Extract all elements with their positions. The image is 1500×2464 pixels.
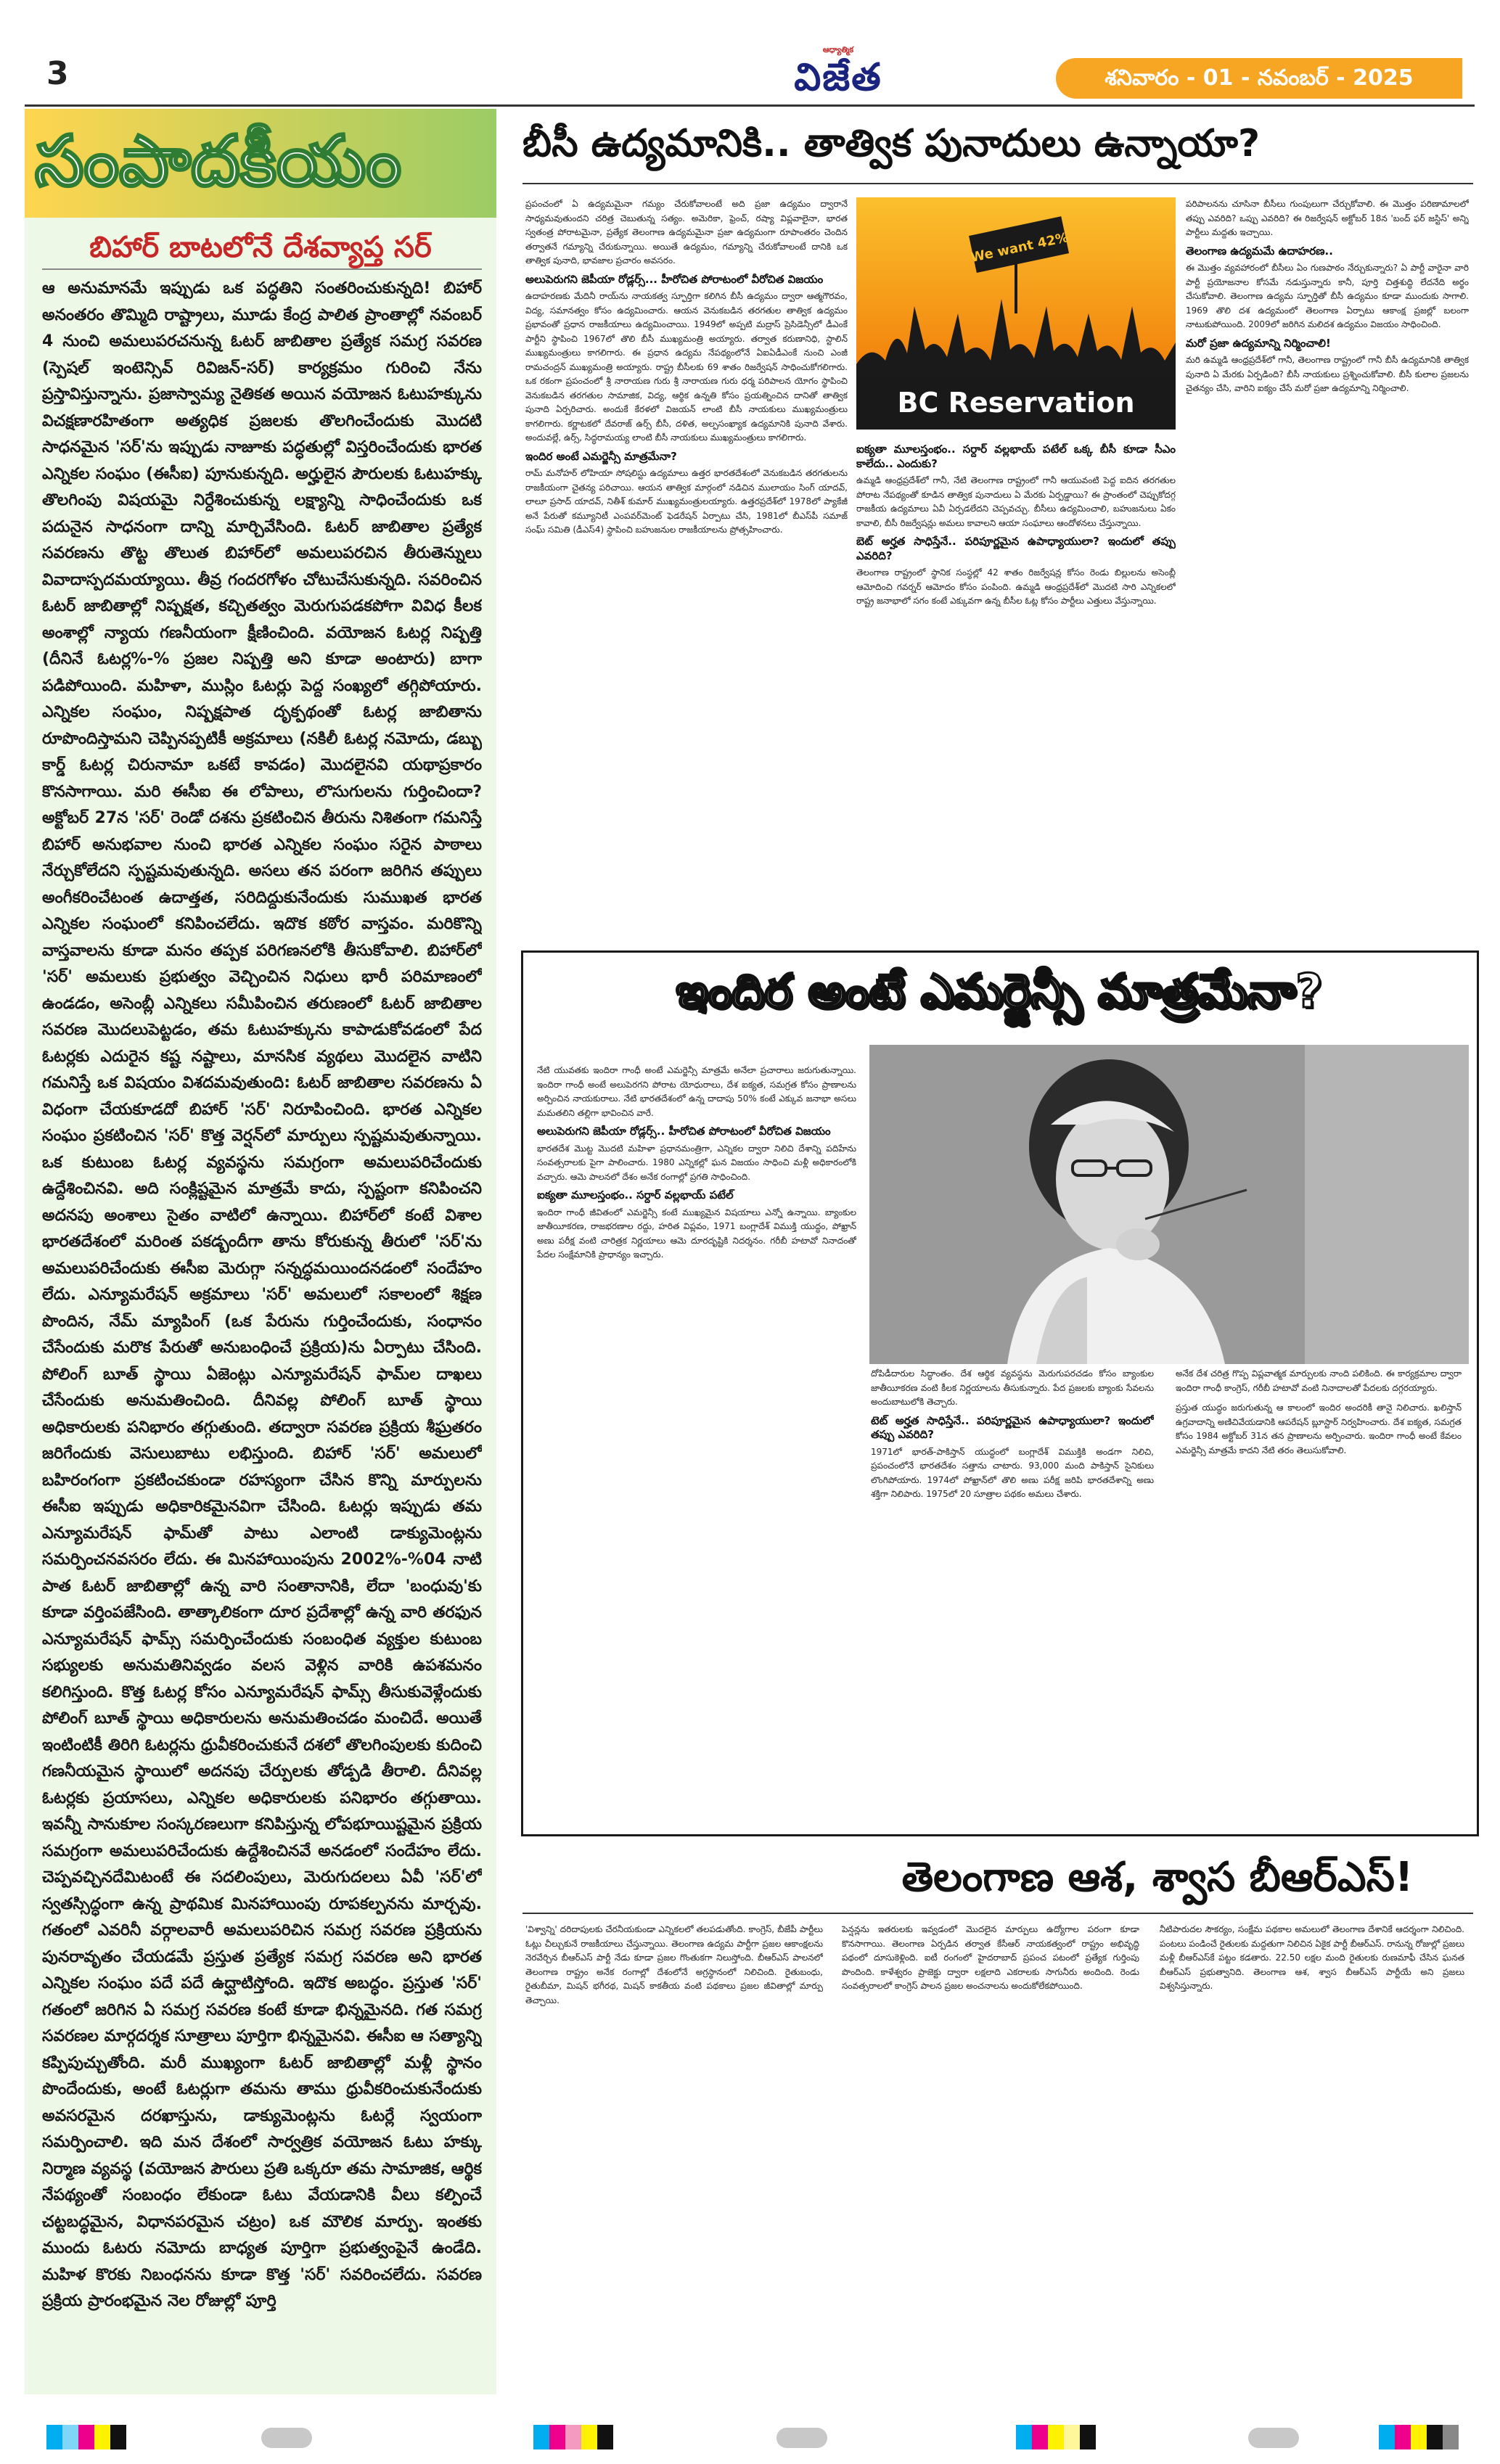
registration-mark — [776, 2428, 827, 2448]
article1-paragraph: మరి ఉమ్మడి ఆంధ్రప్రదేశ్‌లో గానీ, తెలంగాణ రాష్ట్రంలో గానీ బీసీ ఉద్యమానికి తాత్విక పునాది ఏ మేరకు ఏర్పడింది? బీసీ నాయకులు ప్రశ్నించుకోవాలి. బీసీ కులాల ప్రజలను చైతన్యం చేసి, వారిని ఐక్యం చేసే మరో ప్రజా ఉద్యమాన్ని నిర్మించాలి. — [1186, 355, 1469, 393]
registration-mark — [1248, 2428, 1299, 2448]
article1-column-3 — [1186, 197, 1469, 923]
article2-subheading: టెట్ అర్హత సాధిస్తేనే.. పరిపూర్ణమైన ఉపాధ్యాయులా? ఇందులో తప్పు ఎవరిది? — [871, 1413, 1154, 1441]
article1-column-1 — [525, 197, 848, 923]
masthead-title: విజేత — [794, 56, 882, 99]
article1-column-2 — [856, 438, 1176, 923]
article2-paragraph: 1971లో భారత్-పాకిస్తాన్ యుద్ధంలో బంగ్లాదేశ్ విముక్తికి అండగా నిలిచి, ప్రపంచంలోనే భారతదేశం సత్తాను చాటారు. 93,000 మంది పాకిస్తాన్ సైనికులు లొంగిపోయారు. 1974లో పోఖ్రాన్‌లో తొలి అణు పరీక్ష జరిపి భారతదేశాన్ని అణు శక్తిగా నిలిపారు. 1975లో 20 సూత్రాల పథకం అమలు చేశారు. — [871, 1446, 1154, 1499]
editorial-banner — [25, 109, 496, 218]
article1-paragraph: పరిపాలనను చూసినా బీసీలు గుంపులుగా చేర్చుకోవాలి. ఈ మొత్తం పరిణామాలలో తప్పు ఎవరిది? ఒప్పు ఎవరిది? ఈ రిజర్వేషన్ అక్టోబర్ 18న 'బంద్ ఫర్ జస్టిస్' అన్ని పార్టీలు మద్దతు ఇచ్చాయి. — [1186, 199, 1469, 237]
article1-subheading: ఐక్యతా మూలస్తంభం.. సర్దార్ వల్లభాయ్ పటేల్ ఒక్క బీసీ కూడా సీఎం కాలేదు.. ఎందుకు? — [856, 443, 1176, 470]
bc-reservation-image — [856, 197, 1176, 430]
image-banner-text: We want 42% — [969, 229, 1070, 266]
article2-subheading: ఐక్యతా మూలస్తంభం.. సర్దార్ వల్లభాయ్ పటేల్ — [537, 1188, 734, 1202]
registration-mark — [261, 2428, 312, 2448]
article3-rule — [522, 1913, 1473, 1914]
article2-paragraph: ఇందిరా గాంధీ జీవితంలో ఎమర్జెన్సీ కంటే ముఖ్యమైన విషయాలు ఎన్నో ఉన్నాయి. బ్యాంకుల జాతీయీకరణ, రాజభరణాల రద్దు, హరిత విప్లవం, 1971 బంగ్లాదేశ్ విముక్తి యుద్ధం, పోఖ్రాన్ అణు పరీక్ష వంటి చారిత్రక నిర్ణయాలు ఆమె దూరదృష్టికి నిదర్శనం. గరీబీ హటావో నినాదంతో పేదల సంక్షేమానికి ప్రాధాన్యం ఇచ్చారు. — [537, 1207, 856, 1260]
page-number: 3 — [46, 55, 69, 92]
article1-paragraph: ఉదాహరణకు మేదినీ రాయ్‌ను నాయకత్వ స్ఫూర్తిగా కలిగిన బీసీ ఉద్యమం ద్వారా ఆత్మగౌరవం, విద్య, సమానత్వం కోసం ఉద్యమించారు. ఆయన వెనుకబడిన తరగతుల తాత్విక ఉద్యమం ప్రభావంతో ప్రధాన రాజకీయాలు ఉద్యమించాయి. 1949లో అప్పటి మద్రాస్ ప్రెసిడెన్సీలో డీఎంకే పార్టీని స్థాపించి 1967లో తొలి బీసీ ముఖ్యమంత్రి అయ్యారు. తర్వాత కరుణానిధి, స్టాలిన్ ముఖ్యమంత్రులు కాగలిగారు. ఈ ప్రధాన ఉద్యమ నేపథ్యంలోనే ఏఐఏడీఎంకే నుంచి ఎంజీ రామచంద్రన్ ముఖ్యమంత్రి అయ్యారు. రాష్ట్ర బీసీలకు 69 శాతం రిజర్వేషన్ సాధించుకోగలిగారు. ఒక రకంగా ప్రపంచంలో శ్రీ నారాయణ గురు శ్రీ నారాయణ గురు ధర్మ పరిపాలన యోగం స్థాపించి వెనుకబడిన తరగతుల సామాజిక, విద్య, ఆర్థిక ఉన్నతి కోసం ప్రయత్నించిన దానితో తాత్విక పునాది ఏర్పరిచారు. అందుకే కేరళలో విజయన్ లాంటి బీసీ నాయకులు ముఖ్యమంత్రులు కాగలిగారు. కర్ణాటకలో దేవరాజ్ ఉర్స్ బీసీ, దళిత, అల్పసంఖ్యాక ఉద్యమానికి పునాది వేశారు. అందువల్లే, ఉర్స్, సిద్ధరామయ్య లాంటి బీసీ నాయకులు ముఖ్యమంత్రులు కాగలిగారు. — [525, 291, 848, 443]
article2-paragraph: నేటి యువతకు ఇందిరా గాంధీ అంటే ఎమర్జెన్సీ మాత్రమే అనేలా ప్రచారాలు జరుగుతున్నాయి. ఇందిరా గాంధీ అంటే అలుపెరగని పోరాట యోధురాలు, దేశ ఐక్యత, సమగ్రత కోసం ప్రాణాలను అర్పించిన నాయకురాలు. నేటి భారతదేశంలో ఉన్న దాదాపు 50% కంటే ఎక్కువ జనాభా అసలు మమతలిని తల్లిగా భావించిన వారే. — [537, 1065, 856, 1118]
editorial-rule — [42, 268, 482, 270]
article3-column-2: పెన్షన్లను ఇతరులకు ఇవ్వడంలో మొదలైన మార్పులు ఉద్యోగాల పరంగా కూడా కొనసాగాయి. తెలంగాణ ఏర్పడిన తర్వాత కేసీఆర్ నాయకత్వంలో రాష్ట్రం అభివృద్ధి పథంలో దూసుకెళ్లింది. ఐటీ రంగంలో హైదరాబాద్ ప్రపంచ పటంలో ప్రత్యేక గుర్తింపు పొందింది. కాళేశ్వరం ప్రాజెక్టు ద్వారా లక్షలాది ఎకరాలకు సాగునీరు అందింది. రెండు సంవత్సరాలలో కాంగ్రెస్ పాలన ప్రజల అంచనాలను అందుకోలేకపోయింది. — [842, 1924, 1139, 1991]
article1-subheading: బెట్ అర్హత సాధిస్తేనే.. పరిపూర్ణమైన ఉపాధ్యాయులా? ఇందులో తప్పు ఎవరిది? — [856, 535, 1176, 562]
article3-column-3: నీటిపారుదల సౌకర్యం, సంక్షేమ పథకాల అమలులో తెలంగాణ దేశానికే ఆదర్శంగా నిలిచింది. పంటలు పండించే రైతులకు మద్దతుగా నిలిచిన ఏకైక పార్టీ బీఆర్ఎస్. రానున్న రోజుల్లో ప్రజలు మళ్లీ బీఆర్ఎస్‌కే పట్టం కడతారు. 22.50 లక్షల మంది రైతులకు రుణమాఫీ చేసిన ఘనత బీఆర్ఎస్ ప్రభుత్వానిది. తెలంగాణ ఆశ, శ్వాస బీఆర్ఎస్ పార్టీయే అని ప్రజలు విశ్వసిస్తున్నారు. — [1160, 1924, 1464, 1991]
article1-paragraph: ఉమ్మడి ఆంధ్రప్రదేశ్‌లో గానీ, నేటి తెలంగాణ రాష్ట్రంలో గానీ ఆయువంటి పెద్ద ఐదిన తరగతుల పోరాట నేపథ్యంతో కూడిన తాత్విక పునాదులు ఏ మేరకు ఏర్పడ్డాయి? ఈ ప్రాంతంలో చెప్పుకోదగ్గ రాజకీయ ఉద్యమాలు ఏవీ ఏర్పడలేదని చెప్పవచ్చు. బీసీలు ఉద్యమించాలి, బహుజనులు ఏకం కావాలి, బీసీ రిజర్వేషన్లు అమలు కావాలని ఆయా సంఘాలు ఆందోళనలు చేస్తున్నాయి. — [856, 475, 1176, 528]
article2-column-3 — [1176, 1367, 1462, 1817]
article3-headline: తెలంగాణ ఆశ, శ్వాస బీఆర్ఎస్! — [901, 1854, 1414, 1901]
article1-subheading: తెలంగాణ ఉద్యమమే ఉదాహరణ.. — [1186, 244, 1333, 258]
editorial-banner-title: సంపాదకీయం — [35, 120, 402, 202]
article2-paragraph: ప్రస్తుత యుద్ధం జరుగుతున్న ఆ కాలంలో ఇందిర అందరికీ తానై నిలిచారు. ఖలిస్తాన్ ఉగ్రవాదాన్ని అణిచివేయడానికి ఆపరేషన్ బ్లూస్టార్ నిర్వహించారు. దేశ ఐక్యత, సమగ్రత కోసం 1984 అక్టోబర్ 31న తన ప్రాణాలను అర్పించారు. ఇందిరా గాంధీ అంటే కేవలం ఎమర్జెన్సీ మాత్రమే కాదని నేటి తరం తెలుసుకోవాలి. — [1176, 1403, 1462, 1455]
article1-paragraph: ఈ మొత్తం వ్యవహారంలో బీసీలు ఏం గుణపాఠం నేర్చుకున్నారు? ఏ పార్టీ వారైనా వారి పార్టీ ప్రయోజనాల కోసమే నడుస్తున్నారు కానీ, పూర్తి చిత్తశుద్ధి లేదనేది అర్థం చేసుకోవాలి. తెలంగాణ ఉద్యమ స్ఫూర్తితో బీసీ ఉద్యమం కూడా ముందుకు సాగాలి. 1969 తొలి దశ ఉద్యమంలో తెలంగాణ ఏర్పాటు ఆకాంక్ష ప్రజల్లో బలంగా నాటుకుపోయింది. 2009లో జరిగిన మలిదశ ఉద్యమం విజయం సాధించింది. — [1186, 263, 1469, 329]
article1-paragraph: ప్రపంచంలో ఏ ఉద్యమమైనా గమ్యం చేరుకోవాలంటే అది ప్రజా ఉద్యమం ద్వారానే సాధ్యమవుతుందని చరిత్ర చెబుతున్న సత్యం. అమెరికా, ఫ్రెంచ్, రష్యా విప్లవాలైనా, భారత స్వతంత్ర పోరాటమైనా, ప్రత్యేక తెలంగాణ ఉద్యమమైనా ప్రజా ఉద్యమంగా రూపాంతరం చెందిన తర్వాతనే గమ్యాన్ని చేరుకున్నాయి. అయితే ఉద్యమం, గమ్యాన్ని చేరుకోవాలంటే దానికి ఒక తాత్విక పునాది, భావజాల ప్రచారం అవసరం. — [525, 199, 848, 266]
article1-paragraph: రామ్ మనోహర్ లోహియా సోషలిస్టు ఉద్యమాలు ఉత్తర భారతదేశంలో వెనుకబడిన తరగతులను రాజకీయంగా చైతన్య పరిచాయి. ఆయన తాత్విక మార్గంలో నడిచిన ములాయం సింగ్ యాదవ్, లాలూ ప్రసాద్ యాదవ్, నితీశ్ కుమార్ ముఖ్యమంత్రులయ్యారు. ఉత్తరప్రదేశ్‌లో 1978లో ప్యాకేజీ అనే పేరుతో కమ్యూనిటీ ఎంపవర్‌మెంట్ ఫెడరేషన్ ఏర్పాటు చేసి, 1981లో బీఎస్‌పీ సమాజ్ సంఘ్ సమితి (డీఎస్‌4) స్థాపించి బహుజనుల రాజకీయాలను ప్రోత్సహించారు. — [525, 468, 848, 535]
article1-subheading: అలుపెరుగని జెపీయా రోడ్లర్స్... హీరోచిత పోరాటంలో వీరోచిత విజయం — [525, 272, 824, 286]
masthead-tagline: ఆధ్యాత్మిక — [822, 45, 854, 54]
article3-column-1: 'విశ్వాన్ని' దరిదాపులకు చేరనీయకుండా ఎన్నికలలో తలపడుతోంది. కాంగ్రెస్, బీజేపీ పార్టీలు ఓట్లు చీల్చుకునే రాజకీయాలు చేస్తున్నాయి. తెలంగాణ ఉద్యమ పార్టీగా ప్రజల ఆకాంక్షలను నెరవేర్చిన బీఆర్ఎస్ పార్టీ నేడు కూడా ప్రజల గొంతుకగా నిలుస్తోంది. బీఆర్ఎస్ పాలనలో తెలంగాణ రాష్ట్రం అనేక రంగాల్లో దేశంలోనే అగ్రస్థానంలో నిలిచింది. రైతుబంధు, రైతుబీమా, మిషన్ భగీరథ, మిషన్ కాకతీయ వంటి పథకాలు ప్రజల జీవితాల్లో మార్పు తెచ్చాయి. — [525, 1924, 823, 2005]
article1-headline: బీసీ ఉద్యమానికి.. తాత్విక పునాదులు ఉన్నాయా? — [522, 122, 1261, 165]
article1-paragraph: తెలంగాణ రాష్ట్రంలో స్థానిక సంస్థల్లో 42 శాతం రిజర్వేషన్ల కోసం రెండు బిల్లులను అసెంబ్లీ ఆమోదించి గవర్నర్ ఆమోదం కోసం పంపింది. ఉమ్మడి ఆంధ్రప్రదేశ్‌లో మొదటి సారి ఎన్నికలలో రాష్ట్ర జనాభాలో సగం కంటే ఎక్కువగా ఉన్న బీసీల ఓట్ల కోసం పార్టీలు ఎత్తులు వేస్తున్నాయి. — [856, 567, 1176, 606]
editorial-body: ఆ అనుమానమే ఇప్పుడు ఒక పద్ధతిని సంతరించుకున్నది! బిహార్ అనంతరం తొమ్మిది రాష్ట్రాలు, మూడు కేంద్ర పాలిత ప్రాంతాల్లో నవంబర్ 4 నుంచి అమలుపరచనున్న ఓటర్ జాబితాల ప్రత్యేక సమగ్ర సవరణ (స్పెషల్ ఇంటెన్సివ్ రివిజన్-సర్) కార్యక్రమం గురించి నేను ప్రస్తావిస్తున్నాను. ప్రజాస్వామ్య నైతికత అయిన వయోజన ఓటుహక్కును విచక్షణారహితంగా అత్యధిక ప్రజలకు తొలగించేందుకు మొదటి సాధనమైన 'సర్'ను ఇప్పుడు నాజూకు పద్ధతుల్లో విస్తరించేందుకు భారత ఎన్నికల సంఘం (ఈసీఐ) పూనుకున్నది. అర్హులైన పౌరులకు ఓటుహక్కు తొలగింపు విషయమై నిర్దేశించుకున్న లక్ష్యాన్ని సాధించేందుకు ఒక పదునైన సాధనంగా దాన్ని మార్చివేసింది. ఓటర్ జాబితాల ప్రత్యేక సవరణను తొట్ట తొలుత బిహార్‌లో అమలుపరచిన తీరుతెన్నులు వివాదాస్పదమయ్యాయి. తీవ్ర గందరగోళం చోటుచేసుకున్నది. సవరించిన ఓటర్ జాబితాల్లో నిష్పక్షత, కచ్చితత్వం మెరుగుపడకపోగా వివిధ కీలక అంశాల్లో న్యాయ గణనీయంగా క్షీణించింది. వయోజన ఓటర్ల నిష్పత్తి (దీనినే ఓటర్ల%-% ప్రజల నిష్పత్తి అని కూడా అంటారు) బాగా పడిపోయింది. మహిళా, ముస్లిం ఓటర్లు పెద్ద సంఖ్యలో తగ్గిపోయారు. ఎన్నికల సంఘం, నిష్పక్షపాత దృక్పథంతో ఓటర్ల జాబితాను రూపొందిస్తామని చెప్పినప్పటికీ అక్రమాలు (నకిలీ ఓటర్ల నమోదు, డబ్బు కార్డ్ ఓటర్ల చిరునామా ఒకటే కావడం) మొదలైనవి యథాప్రకారం కొనసాగాయి. మరి ఈసీఐ ఈ లోపాలు, లొసుగులను గుర్తించిందా? అక్టోబర్ 27న 'సర్' రెండో దశను ప్రకటించిన తీరును నిశితంగా గమనిస్తే బిహార్ అనుభవాల నుంచి భారత ఎన్నికల సంఘం సరైన పాఠాలు నేర్చుకోలేదని స్పష్టమవుతున్నది. అసలు తన పరంగా జరిగిన తప్పులు అంగీకరించేటంత ఉదాత్తత, సరిదిద్దుకునేందుకు సుముఖత భారత ఎన్నికల సంఘంలో కనిపించలేదు. ఇదొక కఠోర వాస్తవం. మరికొన్ని వాస్తవాలను కూడా మనం తప్పక పరిగణనలోకి తీసుకోవాలి. బిహార్‌లో 'సర్' అమలుకు ప్రభుత్వం వెచ్చించిన నిధులు భారీ పరిమాణంలో ఉండడం, అసెంబ్లీ ఎన్నికలు సమీపించిన తరుణంలో ఓటర్ జాబితాల సవరణ మొదలుపెట్టడం, తమ ఓటుహక్కును కాపాడుకోవడంలో పేద ఓటర్లకు ఎదురైన కష్ట నష్టాలు, మానసిక వ్యథలు మొదలైన వాటిని గమనిస్తే ఒక విషయం విశదమవుతుంది: ఓటర్ జాబితాల సవరణను ఏ విధంగా చేయకూడదో బిహార్ 'సర్' నిరూపించింది. భారత ఎన్నికల సంఘం ప్రకటించిన 'సర్' కొత్త వెర్షన్‌లో మార్పులు స్పష్టమవుతున్నాయి. ఒక కుటుంబ ఓటర్ల వ్యవస్థను సమగ్రంగా అమలుపరిచేందుకు ఉద్దేశించినవి. అది సంక్లిష్టమైన మాత్రమే కాదు, స్పష్టంగా కనిపించని అదనపు అంశాలు సైతం వాటిలో ఉన్నాయి. బిహార్‌లో కంటే విశాల భారతదేశంలో మరింత పకడ్బందీగా తాను కోరుకున్న తీరులో 'సర్'ను అమలుపరిచేందుకు ఈసీఐ మెరుగ్గా సన్నద్ధమయిందనడంలో సందేహం లేదు. ఎన్యూమరేషన్ అక్రమాలు 'సర్' అమలులో సకాలంలో శిక్షణ పొందిన, నేమ్ మ్యాపింగ్ (ఒక పేరును గుర్తించేందుకు, సంధానం చేసేందుకు మరొక పేరుతో అనుబంధించే ప్రక్రియ)ను ఏర్పాటు చేసింది. పోలింగ్ బూత్ స్థాయి ఏజెంట్లు ఎన్యూమరేషన్ ఫామ్‌ల దాఖలు చేసేందుకు అనుమతించింది. దీనివల్ల పోలింగ్ బూత్ స్థాయి అధికారులకు పనిభారం తగ్గుతుంది. తద్వారా సవరణ ప్రక్రియ శీఘ్రతరం జరిగేందుకు వెసులుబాటు లభిస్తుంది. బిహార్ 'సర్' అమలులో బహిరంగంగా ప్రకటించకుండా రహస్యంగా చేసిన కొన్ని మార్పులను ఈసీఐ ఇప్పుడు అధికారికమైనవిగా చేసింది. ఓటర్లు ఇప్పుడు తమ ఎన్యూమరేషన్ ఫామ్‌తో పాటు ఎలాంటి డాక్యుమెంట్లను సమర్పించనవసరం లేదు. ఈ మినహాయింపును 2002%-%04 నాటి పాత ఓటర్ జాబితాల్లో ఉన్న వారి సంతానానికి, లేదా 'బంధువు'కు కూడా వర్తింపజేసింది. తాత్కాలికంగా దూర ప్రదేశాల్లో ఉన్న వారి తరఫున ఎన్యూమరేషన్ ఫామ్స్ సమర్పించేందుకు సంబంధిత వ్యక్తుల కుటుంబ సభ్యులకు అనుమతినివ్వడం వలస వెళ్లిన వారికి ఉపశమనం కలిగిస్తుంది. కొత్త ఓటర్ల కోసం ఎన్యూమరేషన్ ఫామ్స్ తీసుకువెళ్లేందుకు పోలింగ్ బూత్ స్థాయి అధికారులను అనుమతించడం మంచిదే. అయితే ఇంటింటికీ తిరిగి ఓటర్లను ధ్రువీకరించుకునే దశలో తొలగింపులకు కుదించి గణనీయమైన స్థాయిలో అదనపు చేర్పులకు తోడ్పడి తీరాలి. దీనివల్ల ఓటర్లకు ప్రయాసలు, ఎన్నికల అధికారులకు పనిభారం తగ్గుతాయి. ఇవన్నీ సానుకూల సంస్కరణలుగా కనిపిస్తున్న లోపభూయిష్టమైన ప్రక్రియ సమగ్రంగా అమలుపరిచేందుకు ఉద్దేశించినవే అనడంలో సందేహం లేదు. చెప్పవచ్చినదేమిటంటే ఈ సదలింపులు, మెరుగుదలలు ఏవీ 'సర్'లో స్వతస్సిద్ధంగా ఉన్న ప్రాథమిక మినహాయింపు రూపకల్పనను మార్చవు. గతంలో ఎవరినీ వర్గాలవారీ అమలుపరిచిన సమగ్ర సవరణ ప్రక్రియను పునరావృతం చేయడమే ప్రస్తుత ప్రత్యేక సమగ్ర సవరణ అని భారత ఎన్నికల సంఘం పదే పదే ఉద్ఘాటిస్తోంది. ఇదొక అబద్ధం. ప్రస్తుత 'సర్' గతంలో జరిగిన ఏ సమగ్ర సవరణ కంటే కూడా భిన్నమైనది. గత సమగ్ర సవరణల మార్గదర్శక సూత్రాలు పూర్తిగా భిన్నమైనవి. ఈసీఐ ఆ సత్యాన్ని కప్పిపుచ్చుతోంది. మరీ ముఖ్యంగా ఓటర్ జాబితాల్లో మళ్లీ స్థానం పొందేందుకు, అంటే ఓటర్లుగా తమను తాము ధ్రువీకరించుకునేందుకు అవసరమైన దరఖాస్తును, డాక్యుమెంట్లను ఓటర్లే స్వయంగా సమర్పించాలి. ఇది మన దేశంలో సార్వత్రిక వయోజన ఓటు హక్కు నిర్మాణ వ్యవస్థ (వయోజన పౌరులు ప్రతి ఒక్కరూ తమ సామాజిక, ఆర్థిక నేపథ్యంతో సంబంధం లేకుండా ఓటు వేయడానికి వీలు కల్పించే చట్టబద్ధమైన, విధానపరమైన చట్రం) ఒక మౌలిక మార్పు. ఇంతకు ముందు ఓటరు నమోదు బాధ్యత పూర్తిగా ప్రభుత్వంపైనే ఉండేది. మహిళ కొరకు నిబంధనను కూడా కొత్త 'సర్' సవరించలేదు. సవరణ ప్రక్రియ ప్రారంభమైన నెల రోజుల్లో పూర్తి — [42, 279, 482, 2310]
article2-column-1 — [537, 1064, 856, 1818]
article1-subheading: ఇందిర అంటే ఎమర్జెన్సీ మాత్రమేనా? — [525, 449, 677, 463]
article1-subheading: మరో ప్రజా ఉద్యమాన్ని నిర్మించాలి! — [1186, 336, 1331, 350]
date-bar: శనివారం - 01 - నవంబర్ - 2025 — [1056, 58, 1462, 99]
article2-headline: ఇందిర అంటే ఎమర్జెన్సీ మాత్రమేనా? — [676, 965, 1323, 1019]
registration-colour-bar — [46, 2425, 126, 2449]
article2-paragraph: భారతదేశ మొట్ట మొదటి మహిళా ప్రధానమంత్రిగా, ఎన్నికల ద్వారా నిలిచి దేశాన్ని పదిహేను సంవత్సరాలకు పైగా పాలించారు. 1980 ఎన్నికల్లో ఘన విజయం సాధించి మళ్లీ అధికారంలోకి వచ్చారు. ఆమె పాలనలో దేశం అనేక రంగాల్లో ప్రగతి సాధించింది. — [537, 1143, 856, 1182]
article1-rule — [522, 183, 1473, 184]
editorial-headline: బిహార్ బాటలోనే దేశవ్యాప్త సర్ — [89, 231, 432, 264]
masthead-logo — [751, 45, 925, 102]
image-caption: BC Reservation — [897, 387, 1135, 419]
header-rule — [25, 104, 1475, 107]
article2-paragraph: దోపిడీదారుల సిద్ధాంతం. దేశ ఆర్థిక వ్యవస్థను మెరుగుపరచడం కోసం బ్యాంకుల జాతీయీకరణ వంటి కీలక నిర్ణయాలను తీసుకున్నారు. పేద ప్రజలకు బ్యాంకు సేవలను అందుబాటులోకి తెచ్చారు. — [871, 1368, 1154, 1407]
registration-colour-bar — [1016, 2425, 1096, 2449]
article2-paragraph: అనేక దేశ చరిత్ర గొప్ప విప్లవాత్మక మార్పులకు నాంది పలికింది. ఈ కార్యక్రమాల ద్వారా ఇందిరా గాంధీ కాంగ్రెస్, గరీబీ హటావో వంటి నినాదాలతో పేదలకు దగ్గరయ్యారు. — [1176, 1368, 1462, 1393]
article2-column-2 — [871, 1367, 1154, 1817]
registration-colour-bar — [1379, 2425, 1459, 2449]
article2-subheading: అలుపెరుగని జెపీయా రోడ్లర్స్.. హీరోచిత పోరాటంలో వీరోచిత విజయం — [537, 1125, 831, 1138]
registration-colour-bar — [533, 2425, 613, 2449]
indira-gandhi-photo — [869, 1045, 1469, 1364]
portrait-illustration — [869, 1045, 1469, 1364]
protest-crowd-illustration — [856, 197, 1176, 430]
